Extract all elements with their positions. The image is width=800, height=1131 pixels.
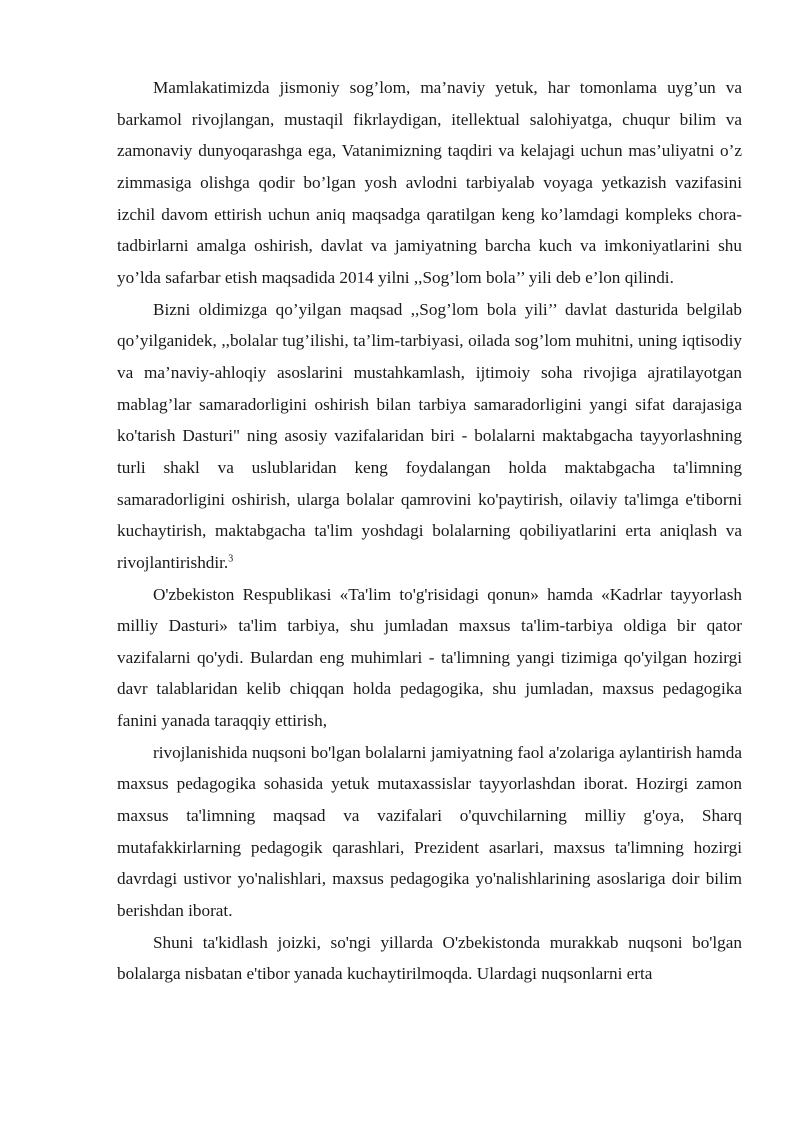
footnote-reference[interactable]: 3 bbox=[228, 553, 234, 565]
paragraph-1 bbox=[117, 72, 742, 294]
paragraph-text: rivojlanishida nuqsoni bo'lgan bolalarni jamiyatning faol a'zolariga aylantirish hamda maxsus pedagogika sohasida yetuk mutaxassislar tayyorlashdan iborat. Hozirgi zamon maxsus ta'limning maqsad va vazifalari o'quvchilarning milliy g'oya, Sharq mutafakkirlarning pedagogik qarashlari, Prezident asarlari, maxsus ta'limning hozirgi davrdagi ustivor yo'nalishlari, maxsus pedagogika yo'nalishlarining asoslariga doir bilim berishdan iborat. bbox=[117, 742, 742, 921]
paragraph-2 bbox=[117, 294, 742, 579]
paragraph-text: Shuni ta'kidlash joizki, so'ngi yillarda O'zbekistonda murakkab nuqsoni bo'lgan bolalarga nisbatan e'tibor yanada kuchaytirilmoqda. Ulardagi nuqsonlarni erta bbox=[117, 932, 742, 984]
paragraph-5 bbox=[117, 927, 742, 990]
paragraph-3 bbox=[117, 579, 742, 737]
document-body bbox=[117, 72, 742, 990]
paragraph-4 bbox=[117, 737, 742, 927]
paragraph-text: Bizni oldimizga qo’yilgan maqsad ,,Sog’lom bola yili’’ davlat dasturida belgilab qo’yilganidek, ,,bolalar tug’ilishi, ta’lim-tarbiyasi, oilada sog’lom muhitni, uning iqtisodiy va ma’naviy-ahloqiy asoslarini mustahkamlash, ijtimoiy soha rivojiga ajratilayotgan mablag’lar samaradorligini oshirish bilan tarbiya samaradorligini yangi sifat darajasiga ko'tarish Dasturi" ning asosiy vazifalaridan biri - bolalarni maktabgacha tayyorlashning turli shakl va uslublaridan keng foydalangan holda maktabgacha ta'limning samaradorligini oshirish, ularga bolalar qamrovini ko'paytirish, oilaviy ta'limga e'tiborni kuchaytirish, maktabgacha ta'lim yoshdagi bolalarning qobiliyatlarini erta aniqlash va rivojlantirishdir. bbox=[117, 299, 742, 572]
paragraph-text: Mamlakatimizda jismoniy sog’lom, ma’naviy yetuk, har tomonlama uyg’un va barkamol rivojlangan, mustaqil fikrlaydigan, itellektual salohiyatga, chuqur bilim va zamonaviy dunyoqarashga ega, Vatanimizning taqdiri va kelajagi uchun mas’uliyatni o’z zimmasiga olishga qodir bo’lgan yosh avlodni tarbiyalab voyaga yetkazish vazifasini izchil davom ettirish uchun aniq maqsadga qaratilgan keng ko’lamdagi kompleks chora-tadbirlarni amalga oshirish, davlat va jamiyatning barcha kuch va imkoniyatlarini shu yo’lda safarbar etish maqsadida 2014 yilni ,,Sog’lom bola’’ yili deb e’lon qilindi. bbox=[117, 78, 742, 287]
paragraph-text: O'zbekiston Respublikasi «Ta'lim to'g'risidagi qonun» hamda «Kadrlar tayyorlash milliy Dasturi» ta'lim tarbiya, shu jumladan maxsus ta'lim-tarbiya oldiga bir qator vazifalarni qo'ydi. Bulardan eng muhimlari - ta'limning yangi tizimiga qo'yilgan hozirgi davr talablaridan kelib chiqqan holda pedagogika, shu jumladan, maxsus pedagogika fanini yanada taraqqiy ettirish, bbox=[117, 584, 742, 731]
